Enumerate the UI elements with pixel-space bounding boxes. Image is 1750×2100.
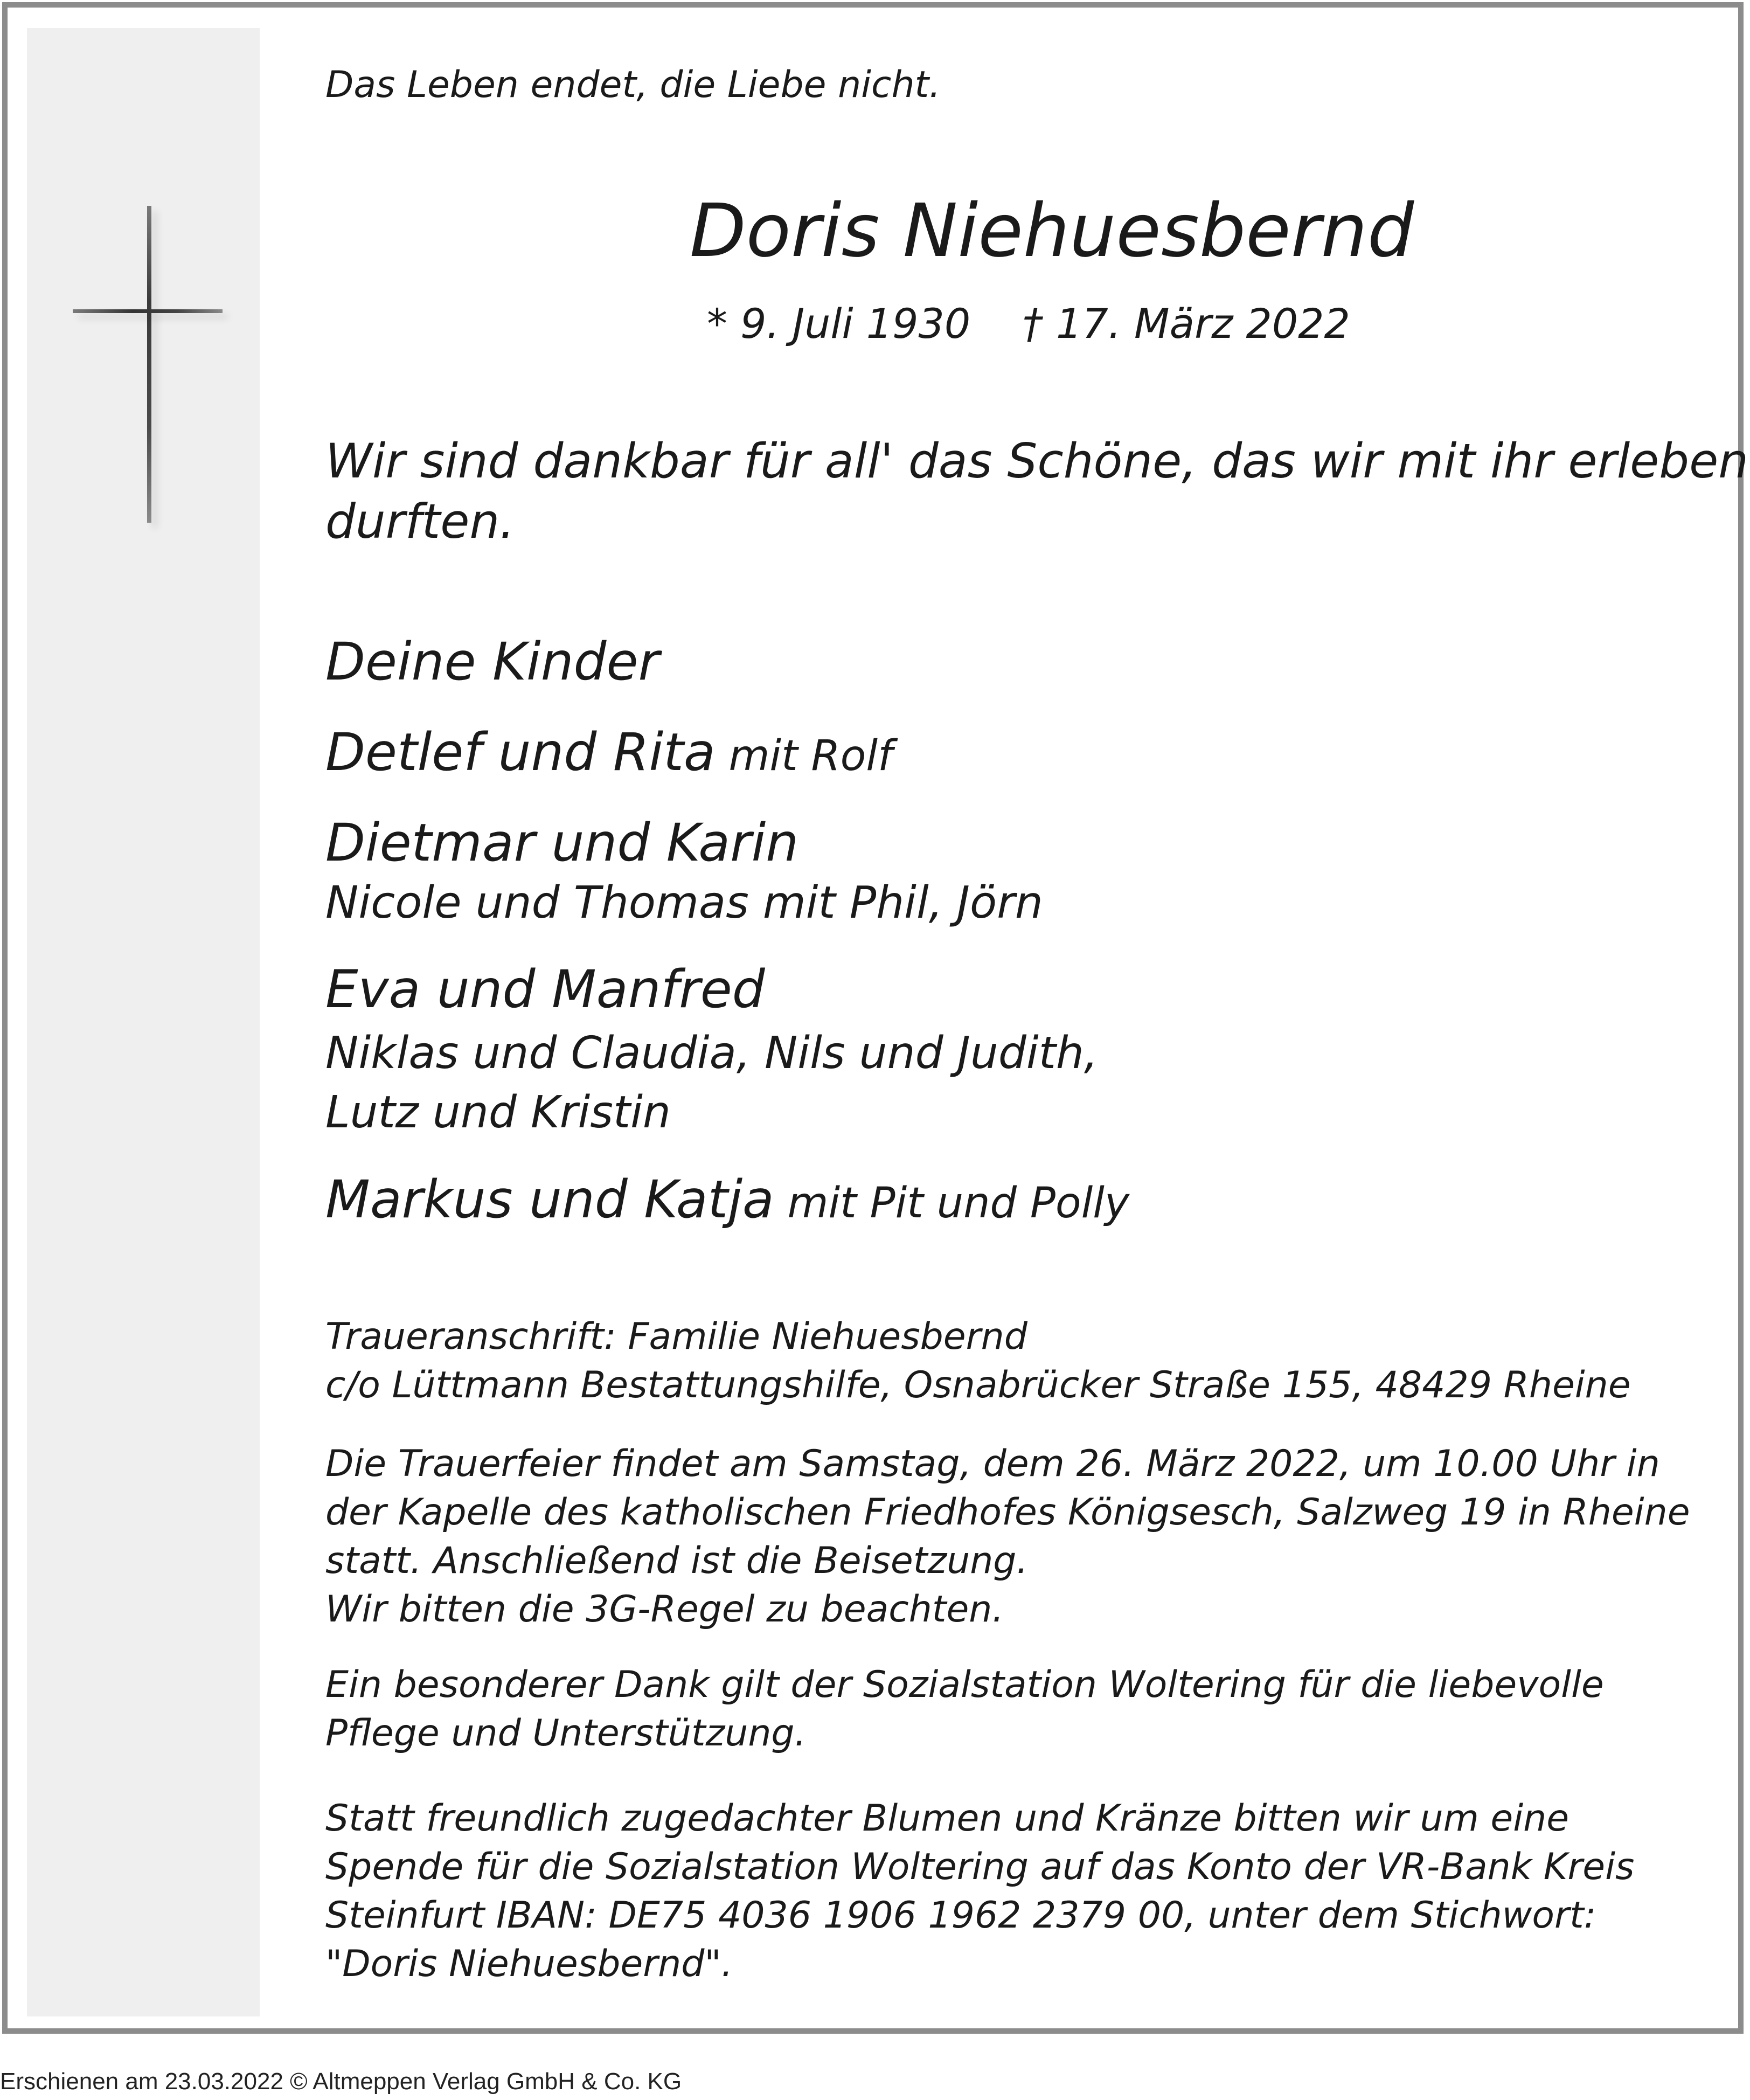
publication-footer: Erschienen am 23.03.2022 © Altmeppen Verlag GmbH & Co. KG — [0, 2068, 682, 2095]
donation-line: Steinfurt IBAN: DE75 4036 1906 1962 2379 00, unter dem Stichwort: — [325, 1894, 1596, 1937]
family-entry — [325, 722, 893, 782]
deceased-name: Doris Niehuesbernd — [690, 189, 1414, 274]
family-entry: Eva und Manfred — [325, 959, 765, 1020]
address-line: Traueranschrift: Familie Niehuesbernd — [325, 1315, 1027, 1358]
family-names: Markus und Katja — [325, 1169, 774, 1230]
family-extra: mit Rolf — [715, 732, 893, 780]
notice-sidebar — [27, 28, 260, 2016]
motto: Das Leben endet, die Liebe nicht. — [325, 64, 941, 106]
mourning-address — [325, 1313, 1631, 1410]
service-line: Wir bitten die 3G-Regel zu beachten. — [325, 1588, 1004, 1631]
family-sub-line: Lutz und Kristin — [325, 1087, 671, 1138]
service-line: statt. Anschließend ist die Beisetzung. — [325, 1540, 1029, 1582]
donation-line: "Doris Niehuesbernd". — [325, 1943, 733, 1985]
funeral-service-info — [325, 1440, 1690, 1634]
family-names: Detlef und Rita — [325, 722, 716, 782]
service-line: der Kapelle des katholischen Friedhofes Königsesch, Salzweg 19 in Rheine — [325, 1491, 1690, 1534]
thanks-line: Ein besonderer Dank gilt der Sozialstation Woltering für die liebevolle — [325, 1664, 1604, 1706]
donation-line: Statt freundlich zugedachter Blumen und Kränze bitten wir um eine — [325, 1797, 1570, 1840]
quote — [325, 431, 1748, 552]
address-line: c/o Lüttmann Bestattungshilfe, Osnabrücker Straße 155, 48429 Rheine — [325, 1364, 1631, 1406]
family-entry: Dietmar und Karin — [325, 813, 799, 873]
family-sub — [325, 1024, 1098, 1142]
family-sub-line: Niklas und Claudia, Nils und Judith, — [325, 1028, 1098, 1079]
cross-horizontal-bar — [73, 309, 223, 313]
thanks-note — [325, 1661, 1604, 1758]
quote-line: durften. — [325, 494, 515, 549]
family-heading: Deine Kinder — [325, 632, 660, 692]
family-entry — [325, 1169, 1129, 1230]
thanks-line: Pflege und Unterstützung. — [325, 1712, 807, 1755]
family-extra: mit Pit und Polly — [774, 1179, 1130, 1228]
donation-note — [325, 1794, 1634, 1988]
life-dates: * 9. Juli 1930 † 17. März 2022 — [707, 300, 1350, 348]
family-sub: Nicole und Thomas mit Phil, Jörn — [325, 877, 1043, 928]
donation-line: Spende für die Sozialstation Woltering auf das Konto der VR-Bank Kreis — [325, 1846, 1635, 1888]
quote-line: Wir sind dankbar für all' das Schöne, das wir mit ihr erleben — [325, 433, 1749, 489]
service-line: Die Trauerfeier findet am Samstag, dem 26. März 2022, um 10.00 Uhr in — [325, 1443, 1660, 1485]
